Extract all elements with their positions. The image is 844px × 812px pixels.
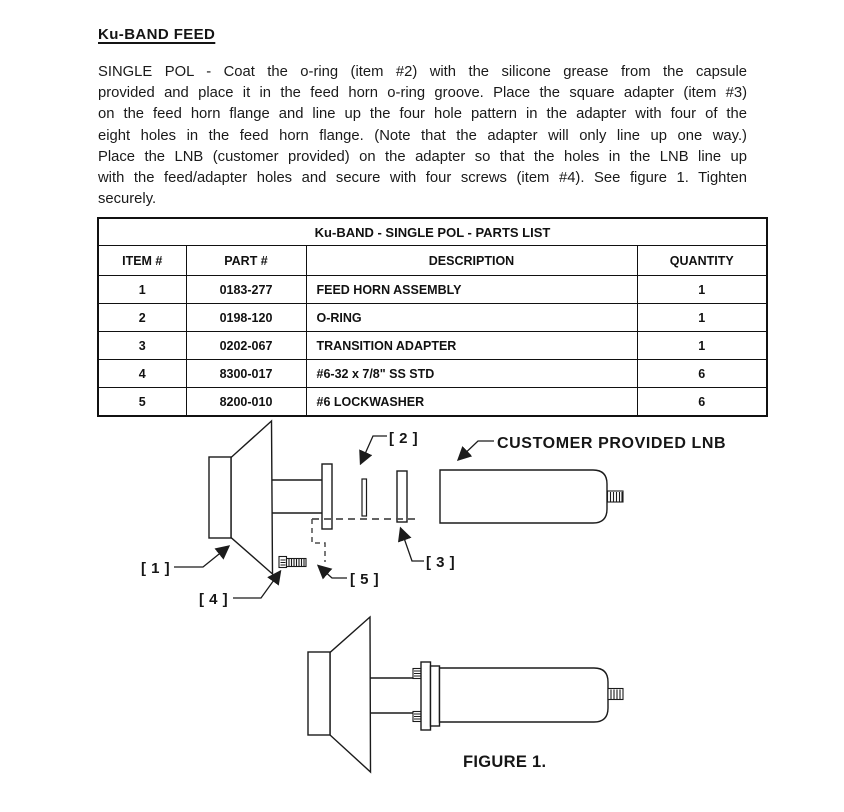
table-title-row <box>98 218 767 246</box>
feed-horn-cone <box>330 617 371 772</box>
cell-part: 0183-277 <box>186 276 306 304</box>
intro-paragraph <box>98 62 747 210</box>
intro-line: securely. <box>98 191 157 208</box>
intro-line: SINGLE POL - Coat the o-ring (item #2) with the silicone grease from the capsule <box>98 64 747 80</box>
page-title: Ku-BAND FEED <box>98 26 216 43</box>
cell-quantity: 6 <box>637 388 767 417</box>
cell-part: 0202-067 <box>186 332 306 360</box>
table-row <box>98 276 767 304</box>
cell-quantity: 1 <box>637 276 767 304</box>
figure-1-diagram <box>0 413 844 812</box>
screw-shape <box>279 557 306 568</box>
callout-item2: [ 2 ] <box>389 430 419 447</box>
feed-horn-rim <box>308 652 330 735</box>
intro-line: eight holes in the feed horn flange. (Note that the adapter will only line up one way.) <box>98 127 747 144</box>
col-header-quantity: QUANTITY <box>637 246 767 276</box>
lnb-body <box>440 668 609 722</box>
cell-item: 3 <box>98 332 186 360</box>
intro-line: on the feed horn flange and line up the four hole pattern in the adapter with four of the <box>98 106 747 123</box>
feed-horn-rim <box>209 457 231 538</box>
cell-description: FEED HORN ASSEMBLY <box>306 276 637 304</box>
cell-description: #6 LOCKWASHER <box>306 388 637 417</box>
cell-item: 2 <box>98 304 186 332</box>
table-row <box>98 332 767 360</box>
transition-adapter-shape <box>397 471 407 522</box>
flange-screws <box>413 669 422 722</box>
feed-flange <box>421 662 431 730</box>
callout-item1: [ 1 ] <box>141 560 171 577</box>
cell-part: 8300-017 <box>186 360 306 388</box>
intro-line: provided and place it in the feed horn o-ring groove. Place the square adapter (item #3) <box>98 85 747 102</box>
leader-item1 <box>174 546 229 567</box>
leader-item3 <box>401 528 425 561</box>
leader-lnb-note <box>458 441 494 460</box>
cell-description: O-RING <box>306 304 637 332</box>
lnb-connector <box>608 689 623 700</box>
o-ring-shape <box>362 479 367 516</box>
table-row <box>98 360 767 388</box>
callout-item5: [ 5 ] <box>350 571 380 588</box>
cell-description: TRANSITION ADAPTER <box>306 332 637 360</box>
feed-horn-cone <box>231 421 273 574</box>
cell-quantity: 1 <box>637 332 767 360</box>
callout-item4: [ 4 ] <box>199 591 229 608</box>
lnb-body <box>440 470 607 523</box>
waveguide-neck <box>370 678 421 713</box>
assembled-view <box>308 617 623 772</box>
table-header-row <box>98 246 767 276</box>
lnb-connector <box>608 491 624 502</box>
leader-item4 <box>233 571 281 598</box>
leader-item2 <box>361 436 388 464</box>
transition-adapter-shape <box>431 666 440 726</box>
cell-part: 0198-120 <box>186 304 306 332</box>
col-header-part: PART # <box>186 246 306 276</box>
leader-item5 <box>318 566 347 579</box>
cell-item: 5 <box>98 388 186 417</box>
cell-part: 8200-010 <box>186 388 306 417</box>
parts-list-table <box>97 217 768 417</box>
lnb-note-label: CUSTOMER PROVIDED LNB <box>497 435 727 452</box>
table-row <box>98 388 767 417</box>
table-row <box>98 304 767 332</box>
cell-quantity: 6 <box>637 360 767 388</box>
cell-item: 4 <box>98 360 186 388</box>
cell-description: #6-32 x 7/8" SS STD <box>306 360 637 388</box>
intro-line: Place the LNB (customer provided) on the adapter so that the holes in the LNB line up <box>98 148 747 165</box>
cell-quantity: 1 <box>637 304 767 332</box>
col-header-description: DESCRIPTION <box>306 246 637 276</box>
waveguide-neck <box>272 480 323 513</box>
table-title: Ku-BAND - SINGLE POL - PARTS LIST <box>98 218 767 246</box>
callout-item3: [ 3 ] <box>426 554 456 571</box>
intro-line: with the feed/adapter holes and secure with four screws (item #4). See figure 1. Tighten <box>98 169 747 186</box>
cell-item: 1 <box>98 276 186 304</box>
col-header-item: ITEM # <box>98 246 186 276</box>
figure-caption: FIGURE 1. <box>463 753 547 771</box>
